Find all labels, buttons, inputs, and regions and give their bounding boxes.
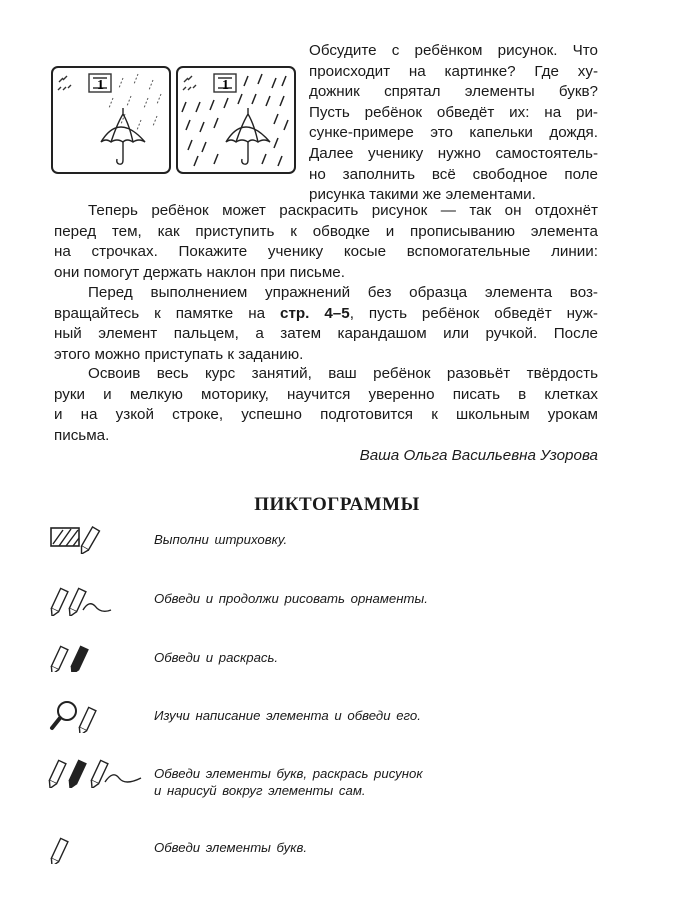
paragraph-line: и на узкой строке, успешно подготовится к школьным урокам: [54, 406, 598, 424]
legend-text-letters-draw: [154, 765, 423, 799]
magnifier-pencil-icon: [49, 699, 107, 733]
intro-line: Обсудите с ребёнком рисунок. Что: [309, 42, 598, 59]
hatching-pencil-icon: [49, 522, 113, 554]
legend-text-line: и нарисуй вокруг элементы сам.: [154, 783, 366, 798]
umbrella-rain-filled-illustration: [178, 68, 294, 172]
paragraph-line: на строчках. Покажите ученику косые вспомогательные линии:: [54, 243, 598, 261]
paragraph-line: Теперь ребёнок может раскрасить рисунок — так он отдохнёт: [88, 202, 598, 219]
paragraph-coloring: [54, 201, 598, 283]
paragraph-memo: [54, 283, 598, 365]
intro-paragraph: [309, 41, 598, 206]
digit-label: 1: [222, 78, 229, 93]
text-fragment: вращайтесь к памятке на: [54, 304, 280, 322]
legend-text-study: Изучи написание элемента и обведи его.: [154, 708, 421, 723]
text-fragment: , пусть ребёнок обведёт нуж-: [349, 304, 598, 322]
two-pencils-ornament-icon: [49, 582, 115, 616]
pencil-crayon-icon: [49, 640, 105, 672]
legend-text-line: Обведи элементы букв, раскрась рисунок: [154, 766, 423, 781]
pencil-icon: [49, 830, 79, 864]
paragraph-line: ный элемент пальцем, а затем карандашом или ручкой. После: [54, 325, 598, 343]
paragraph-line: перед тем, как приступить к обводке и прописыванию элемента: [54, 222, 598, 240]
legend-text-coloring: Обведи и раскрась.: [154, 650, 279, 665]
paragraph-line: [54, 304, 598, 325]
intro-line: происходит на картинке? Где ху-: [309, 62, 598, 80]
paragraph-line: руки и мелкую моторику, научится уверенно писать в клетках: [54, 385, 598, 403]
paragraph-line: этого можно приступать к заданию.: [54, 345, 304, 363]
intro-line: но заполнить всё свободное поле: [309, 165, 598, 183]
intro-line: Далее ученику нужно самостоятель-: [309, 144, 598, 162]
umbrella-rain-illustration: [53, 68, 169, 172]
legend-text-ornaments: Обведи и продолжи рисовать орнаменты.: [154, 591, 428, 606]
digit-label: 1: [97, 78, 104, 93]
example-picture-sample: [51, 66, 171, 174]
paragraph-line: письма.: [54, 426, 110, 444]
paragraph-line: Освоив весь курс занятий, ваш ребёнок разовьёт твёрдость: [88, 365, 598, 382]
intro-line: сунке-примере это капельки дождя.: [309, 124, 598, 142]
paragraph-outcome: [54, 364, 598, 446]
legend-text-trace-letters: Обведи элементы букв.: [154, 840, 308, 855]
intro-line: дожник спрятал элементы букв?: [309, 83, 598, 101]
section-title: ПИКТОГРАММЫ: [254, 494, 420, 515]
paragraph-line: они помогут держать наклон при письме.: [54, 263, 345, 281]
intro-line: Пусть ребёнок обведёт их: на ри-: [309, 103, 598, 121]
page-reference: стр. 4–5: [280, 304, 350, 322]
example-picture-task: [176, 66, 296, 174]
author-signature: Ваша Ольга Васильевна Узорова: [359, 447, 598, 464]
paragraph-line: Перед выполнением упражнений без образца элемента воз-: [88, 284, 598, 301]
intro-line: рисунка такими же элементами.: [309, 186, 536, 204]
three-pencils-icon: [47, 752, 145, 788]
legend-text-hatching: Выполни штриховку.: [154, 532, 288, 547]
